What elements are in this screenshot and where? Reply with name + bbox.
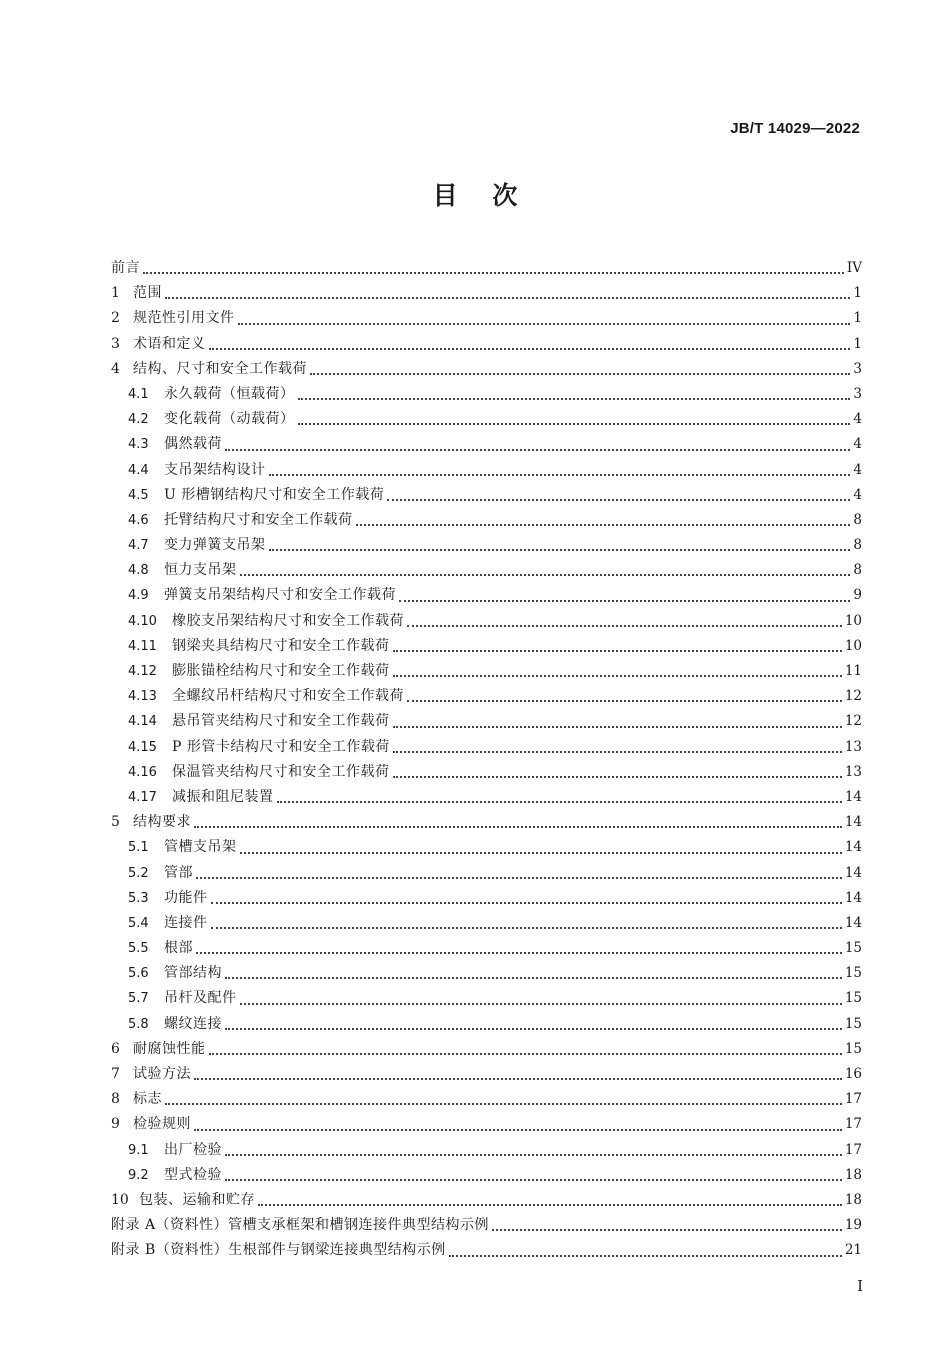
toc-entry-label: 标志 [133, 1091, 162, 1108]
page-title: 目 次 [432, 181, 518, 210]
standard-code: JB/T 14029—2022 [730, 120, 860, 137]
toc-entry-page: 15 [844, 940, 862, 957]
toc-entry-page: 10 [844, 637, 862, 654]
toc-entry[interactable] [111, 659, 862, 684]
dot-leader [298, 422, 851, 425]
toc-entry-label: 吊杆及配件 [164, 990, 237, 1007]
toc-entry-number: 5 [111, 814, 120, 831]
dot-leader [165, 1102, 842, 1105]
toc-entry-label: 结构、尺寸和安全工作载荷 [133, 360, 307, 377]
toc-entry-page: 12 [844, 713, 862, 730]
toc-entry-number: 4.12 [128, 664, 157, 679]
dot-leader [393, 649, 842, 652]
toc-entry-number: 3 [111, 335, 120, 352]
toc-entry[interactable] [111, 709, 862, 734]
toc-entry-number: 4.10 [128, 613, 157, 629]
toc-entry-label: 变力弹簧支吊架 [164, 537, 266, 554]
toc-entry[interactable] [111, 508, 862, 533]
toc-entry-number: 1 [111, 285, 120, 302]
toc-entry[interactable] [111, 936, 862, 961]
dot-leader [196, 876, 842, 879]
toc-entry-label: 弹簧支吊架结构尺寸和安全工作载荷 [164, 587, 396, 604]
toc-entry-page: 11 [844, 663, 862, 679]
toc-entry[interactable] [111, 835, 862, 860]
toc-entry-label: 规范性引用文件 [133, 310, 235, 327]
toc-entry-number: 4.1 [128, 386, 149, 402]
toc-entry-label: 托臂结构尺寸和安全工作载荷 [164, 511, 353, 528]
toc-entry-page: 17 [844, 1141, 862, 1158]
toc-entry-number: 5.7 [128, 991, 149, 1007]
dot-leader [194, 825, 842, 828]
toc-entry-label: 包装、运输和贮存 [139, 1191, 255, 1208]
toc-entry-label: 减振和阻尼装置 [172, 788, 274, 805]
toc-entry-page: 18 [844, 1191, 862, 1208]
toc-entry-number: 4.5 [128, 487, 149, 503]
toc-entry-page: 15 [844, 1015, 862, 1032]
toc-entry-number: 6 [111, 1040, 120, 1057]
toc-entry[interactable] [111, 810, 862, 835]
toc-entry-label: 附录 A（资料性）管槽支承框架和槽钢连接件典型结构示例 [111, 1217, 490, 1234]
toc-entry-number: 4.11 [128, 638, 157, 654]
toc-entry-label: 悬吊管夹结构尺寸和安全工作载荷 [172, 713, 390, 730]
toc-entry-label: U 形槽钢结构尺寸和安全工作载荷 [164, 486, 385, 503]
dot-leader [240, 1002, 842, 1005]
toc-entry-page: 8 [853, 537, 862, 554]
toc-entry-number: 4.13 [128, 689, 157, 705]
dot-leader [387, 498, 850, 501]
toc-entry-page: 14 [844, 864, 862, 881]
toc-entry[interactable] [111, 256, 862, 281]
dot-leader [310, 372, 850, 375]
toc-entry-number: 5.5 [128, 941, 149, 957]
toc-entry-number: 9.2 [128, 1167, 149, 1183]
toc-entry-page: 19 [844, 1217, 862, 1234]
toc-entry-number: 5.4 [128, 915, 149, 931]
toc-entry-page: 3 [853, 360, 862, 377]
toc-entry-number: 5.1 [128, 840, 149, 856]
toc-entry-label: 出厂检验 [164, 1141, 222, 1158]
dot-leader [209, 347, 851, 350]
toc-entry-page: 4 [853, 411, 862, 428]
toc-entry-page: 1 [853, 285, 862, 302]
toc-entry-number: 4.6 [128, 512, 149, 528]
toc-entry[interactable] [111, 1213, 862, 1238]
toc-entry-label: 膨胀锚栓结构尺寸和安全工作载荷 [172, 663, 390, 679]
toc-entry[interactable] [111, 432, 862, 457]
toc-entry-label: 支吊架结构设计 [164, 461, 266, 478]
toc-entry-page: 17 [844, 1116, 862, 1133]
dot-leader [225, 1178, 842, 1181]
toc-entry[interactable] [111, 558, 862, 583]
toc-entry-label: 变化载荷（动载荷） [164, 411, 295, 428]
toc-entry-page: 4 [853, 461, 862, 478]
toc-entry-label: 保温管夹结构尺寸和安全工作载荷 [172, 763, 390, 780]
toc-entry-number: 4.17 [128, 789, 157, 805]
dot-leader [209, 1052, 842, 1055]
toc-entry-page: 14 [844, 788, 862, 805]
toc-entry[interactable] [111, 533, 862, 558]
table-of-contents [111, 256, 862, 1264]
toc-entry-label: P 形管卡结构尺寸和安全工作载荷 [172, 738, 390, 755]
toc-entry-label: 偶然载荷 [164, 436, 222, 453]
dot-leader [225, 1153, 842, 1156]
dot-leader [269, 473, 851, 476]
toc-entry-number: 10 [111, 1191, 129, 1208]
dot-leader [211, 901, 842, 904]
toc-entry-number: 5.8 [128, 1016, 149, 1032]
dot-leader [165, 296, 850, 299]
toc-entry-number: 4.15 [128, 739, 157, 755]
toc-entry-number: 7 [111, 1066, 120, 1082]
toc-entry-number: 9 [111, 1116, 120, 1133]
toc-entry-page: 18 [844, 1166, 862, 1183]
dot-leader [492, 1228, 842, 1231]
dot-leader [298, 397, 851, 400]
toc-entry-page: 9 [853, 587, 862, 604]
toc-entry-number: 4.2 [128, 412, 149, 428]
toc-entry-number: 4.9 [128, 588, 149, 604]
toc-entry-page: 16 [844, 1066, 862, 1082]
toc-entry-number: 4.14 [128, 714, 157, 730]
toc-entry[interactable] [111, 861, 862, 886]
toc-entry-label: 连接件 [164, 914, 208, 931]
toc-entry[interactable] [111, 634, 862, 659]
toc-entry-label: 永久载荷（恒载荷） [164, 385, 295, 402]
toc-entry-label: 前言 [111, 260, 140, 276]
toc-entry-page: 21 [844, 1242, 862, 1259]
toc-entry[interactable] [111, 1138, 862, 1163]
toc-entry[interactable] [111, 1188, 862, 1213]
toc-entry-number: 4.3 [128, 437, 149, 453]
dot-leader [211, 926, 842, 929]
toc-entry[interactable] [111, 911, 862, 936]
dot-leader [269, 548, 851, 551]
toc-entry-page: 15 [844, 965, 862, 982]
toc-entry-page: 8 [853, 511, 862, 528]
toc-entry[interactable] [111, 1012, 862, 1037]
toc-entry-page: 8 [853, 562, 862, 579]
toc-entry-number: 4.4 [128, 462, 149, 478]
toc-entry[interactable] [111, 357, 862, 382]
toc-entry-page: 4 [853, 486, 862, 503]
dot-leader [225, 976, 842, 979]
dot-leader [277, 800, 842, 803]
toc-entry-number: 4.16 [128, 764, 157, 780]
dot-leader [356, 523, 851, 526]
toc-entry-page: 1 [853, 310, 862, 327]
dot-leader [393, 725, 842, 728]
toc-entry[interactable] [111, 306, 862, 331]
toc-entry-number: 5.2 [128, 865, 149, 881]
toc-entry-page: 4 [853, 436, 862, 453]
toc-entry[interactable] [111, 961, 862, 986]
dot-leader [225, 1027, 842, 1030]
toc-entry-number: 4 [111, 360, 120, 377]
toc-entry-page: 14 [844, 914, 862, 931]
toc-entry-page: 12 [844, 688, 862, 705]
toc-entry-label: 橡胶支吊架结构尺寸和安全工作载荷 [172, 612, 404, 629]
toc-entry-number: 5.3 [128, 890, 149, 906]
toc-entry-number: 8 [111, 1091, 120, 1108]
toc-entry[interactable] [111, 407, 862, 432]
toc-entry[interactable] [111, 886, 862, 911]
dot-leader [393, 750, 842, 753]
toc-entry-number: 5.6 [128, 966, 149, 982]
toc-entry[interactable] [111, 760, 862, 785]
toc-entry-label: 型式检验 [164, 1166, 222, 1183]
toc-entry-label: 钢梁夹具结构尺寸和安全工作载荷 [172, 637, 390, 654]
toc-entry-page: 14 [844, 889, 862, 906]
dot-leader [194, 1128, 842, 1131]
toc-entry-page: 13 [844, 763, 862, 780]
toc-entry-label: 管部结构 [164, 965, 222, 982]
toc-entry[interactable] [111, 1238, 862, 1263]
toc-entry-page: IV [846, 260, 862, 276]
toc-entry-label: 附录 B（资料性）生根部件与钢梁连接典型结构示例 [111, 1242, 446, 1259]
dot-leader [407, 624, 842, 627]
toc-entry-number: 9.1 [128, 1142, 149, 1158]
dot-leader [238, 322, 851, 325]
toc-entry-page: 15 [844, 1040, 862, 1057]
toc-entry[interactable] [111, 332, 862, 357]
dot-leader [258, 1203, 842, 1206]
toc-entry-label: 结构要求 [133, 814, 191, 831]
toc-entry[interactable] [111, 986, 862, 1011]
toc-entry[interactable] [111, 1112, 862, 1137]
toc-entry-page: 13 [844, 738, 862, 755]
dot-leader [225, 448, 850, 451]
toc-entry-page: 15 [844, 990, 862, 1007]
toc-entry-page: 14 [844, 839, 862, 856]
toc-entry[interactable] [111, 735, 862, 760]
toc-entry[interactable] [111, 483, 862, 508]
toc-entry[interactable] [111, 1037, 862, 1062]
dot-leader [399, 599, 850, 602]
dot-leader [240, 851, 842, 854]
dot-leader [449, 1254, 842, 1257]
toc-entry-label: 术语和定义 [133, 335, 206, 352]
toc-entry[interactable] [111, 583, 862, 608]
dot-leader [393, 775, 842, 778]
dot-leader [407, 699, 842, 702]
dot-leader [194, 1077, 842, 1080]
toc-entry[interactable] [111, 1087, 862, 1112]
toc-entry[interactable] [111, 1163, 862, 1188]
dot-leader [240, 573, 851, 576]
toc-entry-number: 2 [111, 310, 120, 327]
toc-entry[interactable] [111, 785, 862, 810]
toc-entry-number: 4.7 [128, 538, 149, 554]
toc-entry[interactable] [111, 1062, 862, 1087]
toc-entry[interactable] [111, 382, 862, 407]
toc-entry[interactable] [111, 609, 862, 634]
toc-entry[interactable] [111, 684, 862, 709]
dot-leader [143, 271, 844, 274]
toc-entry-page: 3 [853, 385, 862, 402]
toc-entry-number: 4.8 [128, 563, 149, 579]
toc-entry-label: 管部 [164, 864, 193, 881]
toc-entry-page: 10 [844, 612, 862, 629]
toc-entry-label: 检验规则 [133, 1116, 191, 1133]
toc-entry-label: 管槽支吊架 [164, 839, 237, 856]
toc-entry-label: 根部 [164, 940, 193, 957]
toc-entry[interactable] [111, 281, 862, 306]
toc-entry-label: 范围 [133, 285, 162, 302]
toc-entry-label: 功能件 [164, 889, 208, 906]
toc-entry-label: 恒力支吊架 [164, 562, 237, 579]
footer-page-number: I [857, 1277, 863, 1295]
dot-leader [196, 951, 842, 954]
dot-leader [393, 674, 842, 677]
toc-entry[interactable] [111, 458, 862, 483]
toc-entry-label: 试验方法 [133, 1066, 191, 1082]
toc-entry-page: 17 [844, 1091, 862, 1108]
toc-entry-label: 耐腐蚀性能 [133, 1040, 206, 1057]
toc-entry-label: 螺纹连接 [164, 1015, 222, 1032]
toc-entry-page: 1 [853, 335, 862, 352]
toc-entry-label: 全螺纹吊杆结构尺寸和安全工作载荷 [172, 688, 404, 705]
toc-entry-page: 14 [844, 814, 862, 831]
